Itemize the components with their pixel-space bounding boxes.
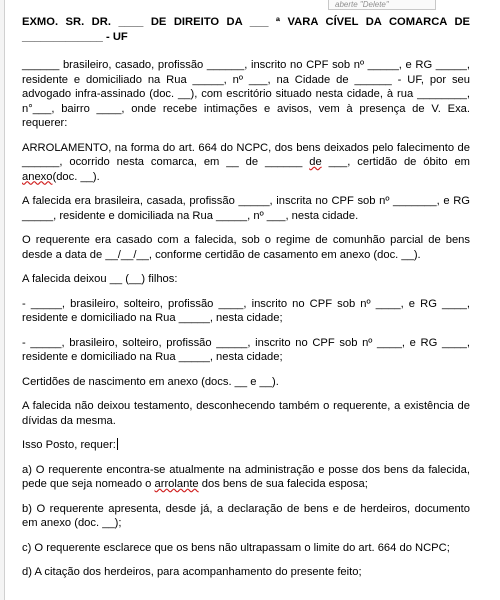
certidoes-paragraph: Certidões de nascimento em anexo (docs. __ e __). (22, 375, 279, 388)
item-a-text: a) O requerente encontra-se atualmente na administração e posse dos bens da falecida, pede que seja nomeado o (22, 463, 470, 490)
filho-item: - _____, brasileiro, solteiro, profissão _____, inscrito no CPF sob nº ____, e RG ____, residente e domiciliado na Rua _____, nesta cidade; (22, 336, 470, 363)
page-edge (0, 0, 5, 600)
arrolamento-text: ARROLAMENTO, na forma do art. 664 do NCPC, dos bens deixados pelo falecimento de ______, ocorrido nesta comarca, em __ de ______ (22, 141, 470, 168)
spellcheck-mark[interactable]: anexo (22, 170, 53, 183)
document-body[interactable] (22, 15, 470, 580)
filhos-intro: A falecida deixou __ (__) filhos: (22, 273, 178, 285)
casamento-paragraph: O requerente era casado com a falecida, sob o regime de comunhão parcial de bens desde a data de __/__/__, conforme certidão de casamento em anexo (doc. __). (22, 234, 470, 261)
text-cursor (117, 438, 118, 450)
request-item-a (22, 463, 470, 492)
testamento-paragraph: A falecida não deixou testamento, desconhecendo também o requerente, a existência de dívidas da mesma. (22, 400, 470, 427)
spellcheck-mark[interactable]: arrolante (154, 478, 199, 490)
document-heading: EXMO. SR. DR. ____ DE DIREITO DA ___ ª VARA CÍVEL DA COMARCA DE _____________ - UF (22, 16, 470, 43)
request-item-c: c) O requerente esclarece que os bens não ultrapassam o limite do art. 664 do NCPC; (22, 541, 450, 554)
isso-posto-text: Isso Posto, requer: (22, 439, 116, 451)
arrolamento-paragraph (22, 141, 470, 185)
intro-paragraph: ______ brasileiro, casado, profissão ______, inscrito no CPF sob nº _____, e RG _____, residente e domiciliado na Rua _____, nº ___, na Cidade de ______ - UF, por seu advogado infra-assinado (doc. __), com escritório situado nesta cidade, à rua ________, n°___, bairro ____, onde recebe intimações e avisos, vem à presença de V. Exa. requerer: (22, 59, 470, 129)
request-item-d: d) A citação dos herdeiros, para acompanhamento do presente feito; (22, 566, 362, 578)
filho-item: - _____, brasileiro, solteiro, profissão ____, inscrito no CPF sob nº ____, e RG ____, residente e domiciliado na Rua _____, nesta cidade; (22, 297, 470, 324)
request-item-b: b) O requerente apresenta, desde já, a declaração de bens e de herdeiros, documento em anexo (doc. __); (22, 502, 470, 529)
arrolamento-text: ___, certidão de óbito em (321, 156, 470, 168)
item-a-text: dos bens de sua falecida esposa; (198, 478, 368, 490)
falecida-paragraph: A falecida era brasileira, casada, profissão _____, inscrita no CPF sob nº _______, e RG _____, residente e domiciliada na Rua _____, nº ___, nesta cidade. (22, 195, 470, 222)
spellcheck-mark[interactable]: de (309, 156, 322, 168)
comment-balloon[interactable]: aberte "Delete" (328, 0, 436, 10)
isso-posto-paragraph (22, 438, 470, 453)
arrolamento-text: (doc. __). (52, 170, 100, 183)
